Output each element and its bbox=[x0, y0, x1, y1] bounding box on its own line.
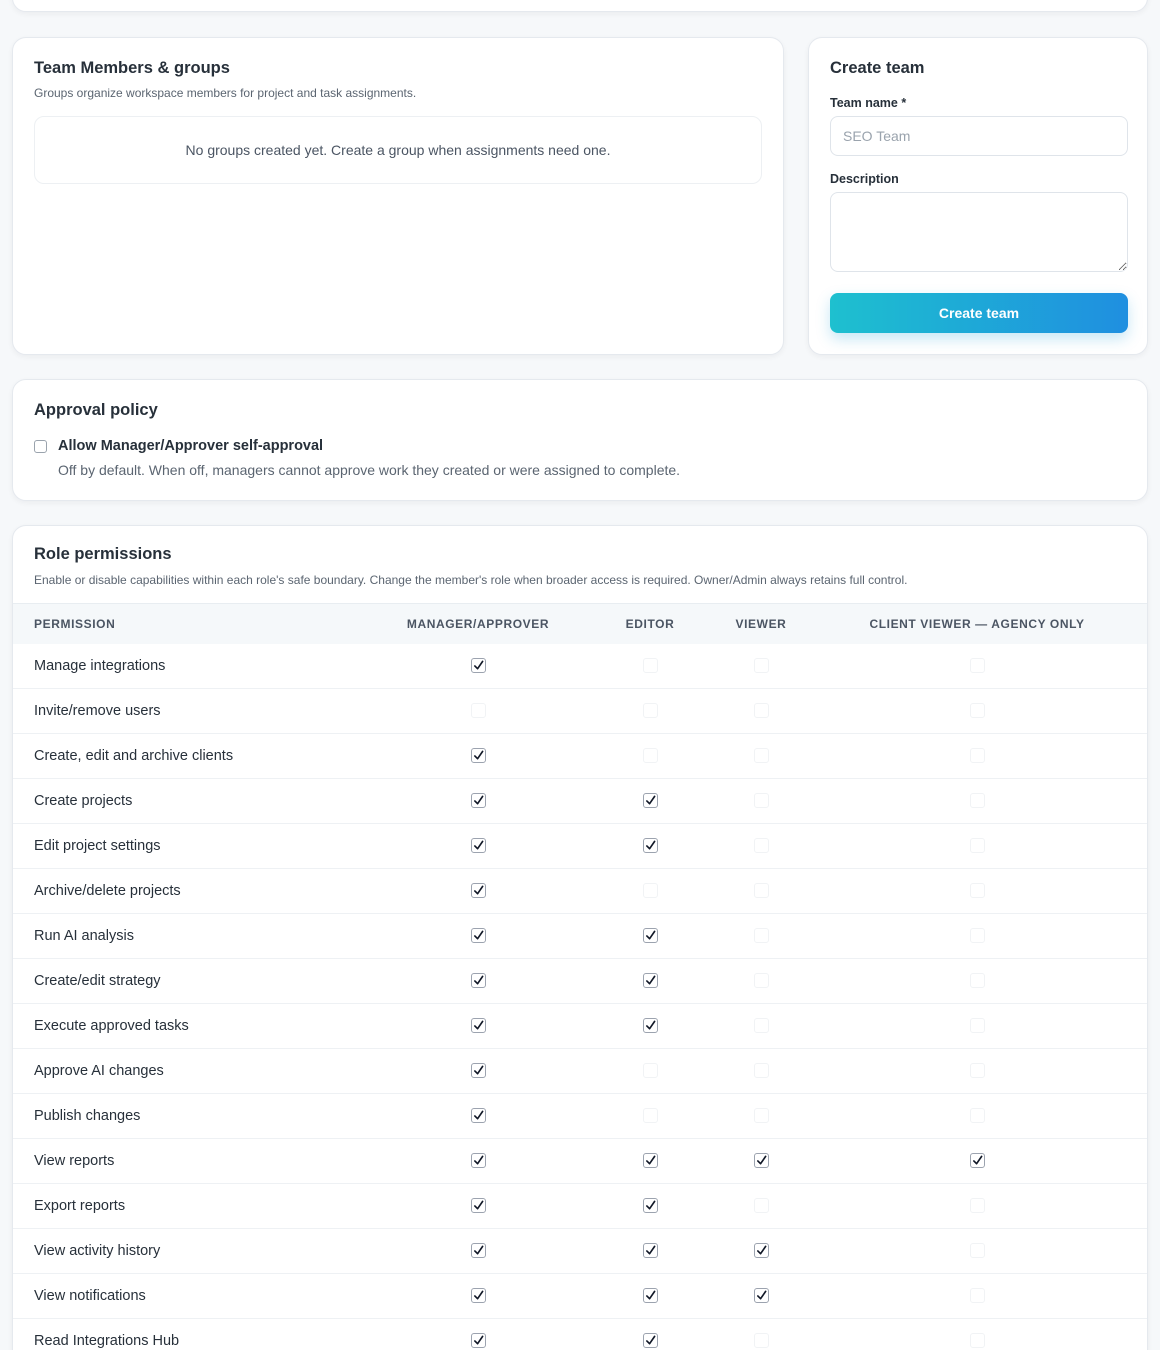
checkmark-icon bbox=[645, 840, 656, 851]
checkmark-icon bbox=[473, 930, 484, 941]
permission-name: View reports bbox=[34, 1153, 115, 1169]
permission-checkbox-manager-approver[interactable] bbox=[471, 703, 486, 718]
permission-checkbox-manager-approver[interactable] bbox=[471, 838, 486, 853]
permission-checkbox-editor[interactable] bbox=[643, 1333, 658, 1348]
permission-cell-viewer bbox=[717, 959, 805, 1004]
permission-name: Execute approved tasks bbox=[34, 1018, 189, 1034]
permission-name: Invite/remove users bbox=[34, 703, 161, 719]
permission-checkbox-viewer[interactable] bbox=[754, 748, 769, 763]
permission-checkbox-client-viewer[interactable] bbox=[970, 1333, 985, 1348]
permission-cell-client-viewer bbox=[805, 1139, 1148, 1184]
create-team-card bbox=[808, 37, 1148, 355]
permission-name: Edit project settings bbox=[34, 838, 161, 854]
permission-checkbox-viewer[interactable] bbox=[754, 883, 769, 898]
permission-cell-manager-approver bbox=[373, 1274, 583, 1319]
permission-cell-manager-approver bbox=[373, 644, 583, 689]
self-approval-help: Off by default. When off, managers cannot approve work they created or were assigned to complete. bbox=[58, 462, 681, 478]
groups-empty-message: No groups created yet. Create a group when assignments need one. bbox=[185, 142, 611, 158]
groups-title: Team Members & groups bbox=[34, 59, 230, 77]
checkmark-icon bbox=[473, 1245, 484, 1256]
permission-checkbox-manager-approver[interactable] bbox=[471, 658, 486, 673]
permission-row bbox=[13, 1094, 1148, 1139]
permission-checkbox-editor[interactable] bbox=[643, 1018, 658, 1033]
permission-checkbox-client-viewer[interactable] bbox=[970, 928, 985, 943]
permission-cell-client-viewer bbox=[805, 734, 1148, 779]
permission-name: Run AI analysis bbox=[34, 928, 134, 944]
col-manager-approver: MANAGER/APPROVER bbox=[406, 616, 550, 631]
permission-cell-manager-approver bbox=[373, 869, 583, 914]
permission-checkbox-editor[interactable] bbox=[643, 883, 658, 898]
permissions-body bbox=[13, 644, 1148, 1350]
approval-policy-card bbox=[12, 379, 1148, 501]
permission-checkbox-manager-approver[interactable] bbox=[471, 1198, 486, 1213]
permission-cell-editor bbox=[583, 1319, 717, 1350]
permission-checkbox-client-viewer[interactable] bbox=[970, 1018, 985, 1033]
col-editor: EDITOR bbox=[625, 616, 675, 631]
permission-row bbox=[13, 644, 1148, 689]
permission-checkbox-editor[interactable] bbox=[643, 793, 658, 808]
permission-checkbox-editor[interactable] bbox=[643, 973, 658, 988]
permission-name: Archive/delete projects bbox=[34, 883, 181, 899]
permission-cell-viewer bbox=[717, 1184, 805, 1229]
permission-checkbox-client-viewer[interactable] bbox=[970, 1243, 985, 1258]
permission-cell-viewer bbox=[717, 734, 805, 779]
checkmark-icon bbox=[473, 1290, 484, 1301]
permission-cell-viewer bbox=[717, 689, 805, 734]
permission-checkbox-viewer[interactable] bbox=[754, 1153, 769, 1168]
permission-checkbox-viewer[interactable] bbox=[754, 1333, 769, 1348]
permission-checkbox-client-viewer[interactable] bbox=[970, 1108, 985, 1123]
permission-cell-manager-approver bbox=[373, 914, 583, 959]
checkmark-icon bbox=[473, 1155, 484, 1166]
permission-row bbox=[13, 1049, 1148, 1094]
permission-cell-client-viewer bbox=[805, 959, 1148, 1004]
permission-checkbox-manager-approver[interactable] bbox=[471, 748, 486, 763]
permission-checkbox-client-viewer[interactable] bbox=[970, 1198, 985, 1213]
permission-checkbox-editor[interactable] bbox=[643, 1288, 658, 1303]
permission-cell-editor bbox=[583, 1094, 717, 1139]
permission-checkbox-editor[interactable] bbox=[643, 928, 658, 943]
permission-checkbox-editor[interactable] bbox=[643, 1153, 658, 1168]
permission-cell-client-viewer bbox=[805, 1004, 1148, 1049]
groups-subtitle: Groups organize workspace members for project and task assignments. bbox=[34, 86, 417, 100]
permission-checkbox-viewer[interactable] bbox=[754, 838, 769, 853]
permission-checkbox-client-viewer[interactable] bbox=[970, 748, 985, 763]
checkmark-icon bbox=[473, 660, 484, 671]
permission-row bbox=[13, 689, 1148, 734]
permission-cell-editor bbox=[583, 959, 717, 1004]
permission-cell-manager-approver bbox=[373, 689, 583, 734]
permission-cell-editor bbox=[583, 824, 717, 869]
permission-row bbox=[13, 959, 1148, 1004]
self-approval-row bbox=[34, 438, 1126, 454]
permission-cell-manager-approver bbox=[373, 1004, 583, 1049]
permission-cell-client-viewer bbox=[805, 1319, 1148, 1350]
permission-cell-client-viewer bbox=[805, 914, 1148, 959]
permission-row bbox=[13, 1184, 1148, 1229]
checkmark-icon bbox=[473, 1020, 484, 1031]
permission-cell-viewer bbox=[717, 1229, 805, 1274]
permission-checkbox-editor[interactable] bbox=[643, 748, 658, 763]
permission-cell-manager-approver bbox=[373, 1094, 583, 1139]
permission-cell-editor bbox=[583, 1139, 717, 1184]
permission-checkbox-viewer[interactable] bbox=[754, 658, 769, 673]
create-team-button[interactable]: Create team bbox=[830, 293, 1128, 333]
permission-cell-client-viewer bbox=[805, 1049, 1148, 1094]
permission-cell-editor bbox=[583, 1049, 717, 1094]
permission-cell-manager-approver bbox=[373, 1184, 583, 1229]
checkmark-icon bbox=[473, 840, 484, 851]
permission-cell-viewer bbox=[717, 644, 805, 689]
permission-cell-editor bbox=[583, 689, 717, 734]
permission-checkbox-viewer[interactable] bbox=[754, 1288, 769, 1303]
col-permission: PERMISSION bbox=[34, 616, 116, 631]
permission-cell-editor bbox=[583, 1004, 717, 1049]
permission-row bbox=[13, 1229, 1148, 1274]
permission-cell-manager-approver bbox=[373, 734, 583, 779]
checkmark-icon bbox=[473, 1200, 484, 1211]
checkmark-icon bbox=[645, 975, 656, 986]
permission-cell-viewer bbox=[717, 1004, 805, 1049]
permission-checkbox-manager-approver[interactable] bbox=[471, 1333, 486, 1348]
permission-row bbox=[13, 779, 1148, 824]
checkmark-icon bbox=[645, 1155, 656, 1166]
permission-checkbox-viewer[interactable] bbox=[754, 1198, 769, 1213]
permission-cell-manager-approver bbox=[373, 1229, 583, 1274]
checkmark-icon bbox=[473, 975, 484, 986]
permission-checkbox-manager-approver[interactable] bbox=[471, 1018, 486, 1033]
permission-cell-viewer bbox=[717, 824, 805, 869]
permission-row bbox=[13, 869, 1148, 914]
permission-checkbox-editor[interactable] bbox=[643, 703, 658, 718]
permission-cell-editor bbox=[583, 914, 717, 959]
checkmark-icon bbox=[756, 1290, 767, 1301]
permission-checkbox-editor[interactable] bbox=[643, 1108, 658, 1123]
permission-checkbox-viewer[interactable] bbox=[754, 1108, 769, 1123]
permission-checkbox-manager-approver[interactable] bbox=[471, 1153, 486, 1168]
permission-name: Create, edit and archive clients bbox=[34, 748, 234, 764]
permission-checkbox-viewer[interactable] bbox=[754, 1243, 769, 1258]
checkmark-icon bbox=[645, 1245, 656, 1256]
col-viewer: VIEWER bbox=[735, 616, 787, 631]
permission-cell-manager-approver bbox=[373, 1049, 583, 1094]
permission-cell-editor bbox=[583, 644, 717, 689]
permission-cell-client-viewer bbox=[805, 1229, 1148, 1274]
permission-checkbox-manager-approver[interactable] bbox=[471, 973, 486, 988]
permission-checkbox-editor[interactable] bbox=[643, 838, 658, 853]
create-team-title: Create team bbox=[830, 59, 925, 77]
permission-cell-viewer bbox=[717, 914, 805, 959]
permission-checkbox-manager-approver[interactable] bbox=[471, 1108, 486, 1123]
permission-checkbox-editor[interactable] bbox=[643, 1243, 658, 1258]
permissions-header-row bbox=[13, 604, 1148, 644]
permission-cell-editor bbox=[583, 779, 717, 824]
checkmark-icon bbox=[756, 1155, 767, 1166]
checkmark-icon bbox=[473, 1110, 484, 1121]
permission-cell-client-viewer bbox=[805, 689, 1148, 734]
permission-checkbox-client-viewer[interactable] bbox=[970, 1153, 985, 1168]
permission-cell-manager-approver bbox=[373, 959, 583, 1004]
team-name-input[interactable] bbox=[830, 116, 1128, 156]
permission-checkbox-viewer[interactable] bbox=[754, 1018, 769, 1033]
col-client-viewer: CLIENT VIEWER — AGENCY ONLY bbox=[869, 616, 1085, 631]
checkmark-icon bbox=[645, 1200, 656, 1211]
permission-name: View notifications bbox=[34, 1288, 146, 1304]
permission-checkbox-client-viewer[interactable] bbox=[970, 1063, 985, 1078]
permission-name: Publish changes bbox=[34, 1108, 141, 1124]
permission-checkbox-manager-approver[interactable] bbox=[471, 793, 486, 808]
permission-checkbox-viewer[interactable] bbox=[754, 793, 769, 808]
permission-row bbox=[13, 1319, 1148, 1350]
permission-cell-client-viewer bbox=[805, 1184, 1148, 1229]
self-approval-checkbox[interactable] bbox=[34, 440, 47, 453]
permission-checkbox-viewer[interactable] bbox=[754, 973, 769, 988]
permission-row bbox=[13, 824, 1148, 869]
permission-checkbox-client-viewer[interactable] bbox=[970, 658, 985, 673]
permission-name: Approve AI changes bbox=[34, 1063, 164, 1079]
role-permissions-title: Role permissions bbox=[34, 545, 172, 563]
permission-checkbox-editor[interactable] bbox=[643, 1198, 658, 1213]
permission-checkbox-client-viewer[interactable] bbox=[970, 703, 985, 718]
permission-cell-client-viewer bbox=[805, 779, 1148, 824]
description-textarea[interactable] bbox=[830, 192, 1128, 272]
permission-checkbox-editor[interactable] bbox=[643, 1063, 658, 1078]
permission-name: Create/edit strategy bbox=[34, 973, 161, 989]
permission-name: Manage integrations bbox=[34, 657, 166, 674]
permission-cell-viewer bbox=[717, 869, 805, 914]
checkmark-icon bbox=[473, 1335, 484, 1346]
permission-cell-editor bbox=[583, 1229, 717, 1274]
checkmark-icon bbox=[645, 1335, 656, 1346]
permission-cell-viewer bbox=[717, 1049, 805, 1094]
checkmark-icon bbox=[473, 750, 484, 761]
permission-checkbox-client-viewer[interactable] bbox=[970, 838, 985, 853]
checkmark-icon bbox=[972, 1155, 983, 1166]
permission-cell-manager-approver bbox=[373, 824, 583, 869]
permission-checkbox-viewer[interactable] bbox=[754, 1063, 769, 1078]
permission-cell-manager-approver bbox=[373, 779, 583, 824]
permission-checkbox-manager-approver[interactable] bbox=[471, 1243, 486, 1258]
permission-cell-client-viewer bbox=[805, 644, 1148, 689]
checkmark-icon bbox=[645, 930, 656, 941]
team-name-group bbox=[830, 96, 1126, 156]
permission-cell-editor bbox=[583, 869, 717, 914]
permission-name: Read Integrations Hub bbox=[34, 1333, 180, 1349]
permission-cell-viewer bbox=[717, 1274, 805, 1319]
permission-cell-client-viewer bbox=[805, 824, 1148, 869]
permission-checkbox-manager-approver[interactable] bbox=[471, 883, 486, 898]
permission-cell-client-viewer bbox=[805, 1274, 1148, 1319]
permission-cell-editor bbox=[583, 1274, 717, 1319]
permission-checkbox-manager-approver[interactable] bbox=[471, 1063, 486, 1078]
permission-cell-client-viewer bbox=[805, 869, 1148, 914]
permission-checkbox-client-viewer[interactable] bbox=[970, 883, 985, 898]
checkmark-icon bbox=[473, 885, 484, 896]
permission-row bbox=[13, 1139, 1148, 1184]
top-card-edge bbox=[12, 0, 1148, 12]
team-name-label: Team name * bbox=[830, 96, 907, 110]
permission-cell-editor bbox=[583, 734, 717, 779]
permission-checkbox-viewer[interactable] bbox=[754, 703, 769, 718]
permission-row bbox=[13, 1274, 1148, 1319]
permission-row bbox=[13, 1004, 1148, 1049]
permission-cell-viewer bbox=[717, 1319, 805, 1350]
permission-name: Export reports bbox=[34, 1198, 126, 1214]
role-permissions-header bbox=[13, 526, 1147, 603]
checkmark-icon bbox=[473, 795, 484, 806]
permission-cell-client-viewer bbox=[805, 1094, 1148, 1139]
permission-checkbox-editor[interactable] bbox=[643, 658, 658, 673]
approval-title: Approval policy bbox=[34, 401, 158, 419]
permission-name: Create projects bbox=[34, 793, 133, 809]
permission-checkbox-manager-approver[interactable] bbox=[471, 1288, 486, 1303]
permission-name: View activity history bbox=[34, 1243, 161, 1259]
checkmark-icon bbox=[645, 1290, 656, 1301]
permission-cell-editor bbox=[583, 1184, 717, 1229]
checkmark-icon bbox=[645, 1020, 656, 1031]
checkmark-icon bbox=[756, 1245, 767, 1256]
description-label: Description bbox=[830, 172, 899, 186]
permission-checkbox-manager-approver[interactable] bbox=[471, 928, 486, 943]
groups-empty-state bbox=[34, 116, 762, 184]
permission-cell-viewer bbox=[717, 1139, 805, 1184]
checkmark-icon bbox=[645, 795, 656, 806]
permission-cell-viewer bbox=[717, 779, 805, 824]
permission-row bbox=[13, 734, 1148, 779]
description-group bbox=[830, 172, 1126, 277]
groups-card bbox=[12, 37, 784, 355]
permission-checkbox-client-viewer[interactable] bbox=[970, 793, 985, 808]
role-permissions-subtitle: Enable or disable capabilities within each role's safe boundary. Change the member's role when broader access is required. Owner/Admin always retains full control. bbox=[34, 573, 908, 587]
role-permissions-card bbox=[12, 525, 1148, 1350]
permission-cell-manager-approver bbox=[373, 1139, 583, 1184]
permission-checkbox-viewer[interactable] bbox=[754, 928, 769, 943]
permission-cell-viewer bbox=[717, 1094, 805, 1139]
permissions-table bbox=[13, 603, 1148, 1350]
permission-checkbox-client-viewer[interactable] bbox=[970, 973, 985, 988]
checkmark-icon bbox=[473, 1065, 484, 1076]
self-approval-label[interactable]: Allow Manager/Approver self-approval bbox=[58, 438, 324, 454]
permission-cell-manager-approver bbox=[373, 1319, 583, 1350]
permission-row bbox=[13, 914, 1148, 959]
permission-checkbox-client-viewer[interactable] bbox=[970, 1288, 985, 1303]
